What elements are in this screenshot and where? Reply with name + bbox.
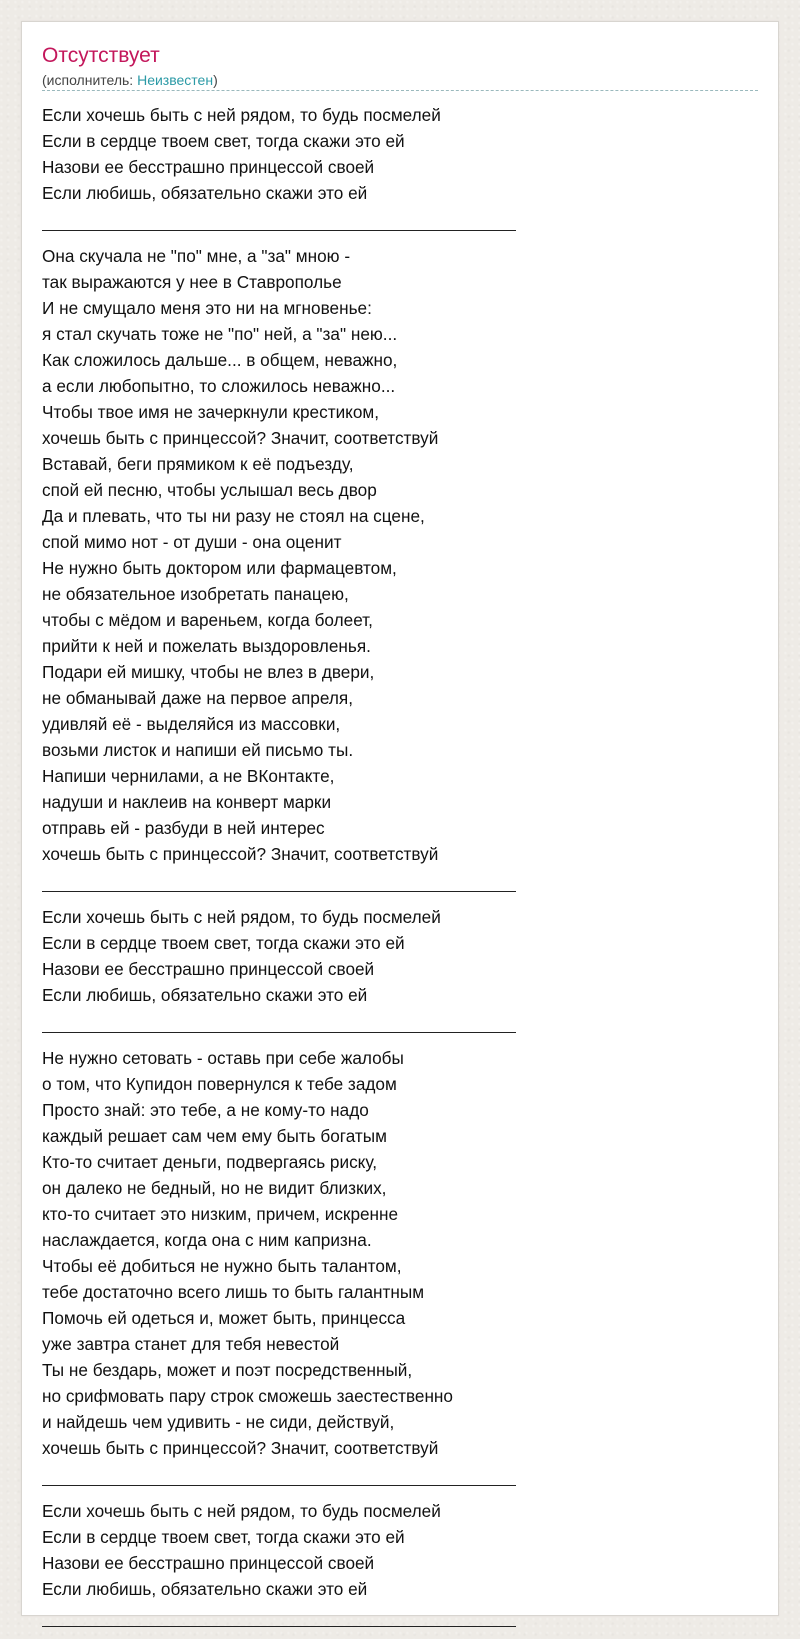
lyric-line: И не смущало меня это ни на мгновенье: xyxy=(42,298,372,318)
lyric-line: Не нужно быть доктором или фармацевтом, xyxy=(42,558,397,578)
artist-line xyxy=(42,72,758,91)
stanza-gap xyxy=(42,1008,758,1034)
lyric-line: надуши и наклеив на конверт марки xyxy=(42,792,332,812)
lyric-line: Вставай, беги прямиком к её подъезду, xyxy=(42,454,354,474)
lyric-line: Не нужно сетовать - оставь при себе жалобы xyxy=(42,1048,404,1068)
lyric-line: он далеко не бедный, но не видит близких, xyxy=(42,1178,387,1198)
lyric-line: Напиши чернилами, а не ВКонтакте, xyxy=(42,766,335,786)
lyric-line: Как сложилось дальше... в общем, неважно, xyxy=(42,350,398,370)
lyric-line: я стал скучать тоже не "по" ней, а "за" нею... xyxy=(42,324,398,344)
lyric-line: кто-то считает это низким, причем, искренне xyxy=(42,1204,399,1224)
artist-prefix: (исполнитель: xyxy=(42,72,138,88)
lyric-line: Она скучала не "по" мне, а "за" мною - xyxy=(42,246,351,266)
lyric-line: Если любишь, обязательно скажи это ей xyxy=(42,985,368,1005)
lyric-line: Чтобы твое имя не зачеркнули крестиком, xyxy=(42,402,380,422)
artist-suffix: ) xyxy=(213,72,218,88)
lyric-line: Назови ее бесстрашно принцессой своей xyxy=(42,157,375,177)
lyric-line: и найдешь чем удивить - не сиди, действуй, xyxy=(42,1412,395,1432)
lyric-line: Если в сердце твоем свет, тогда скажи это ей xyxy=(42,933,405,953)
stanza-gap xyxy=(42,1602,758,1628)
lyric-line: Помочь ей одеться и, может быть, принцесса xyxy=(42,1308,406,1328)
lyric-line: Если любишь, обязательно скажи это ей xyxy=(42,1579,368,1599)
lyric-line: возьми листок и напиши ей письмо ты. xyxy=(42,740,354,760)
lyric-line: прийти к ней и пожелать выздоровленья. xyxy=(42,636,371,656)
section-divider xyxy=(42,1032,516,1033)
lyric-line: не обязательное изобретать панацею, xyxy=(42,584,349,604)
stanza-gap xyxy=(42,1461,758,1487)
lyric-line: Просто знай: это тебе, а не кому-то надо xyxy=(42,1100,369,1120)
lyric-line: Да и плевать, что ты ни разу не стоял на сцене, xyxy=(42,506,425,526)
lyric-line: хочешь быть с принцессой? Значит, соответствуй xyxy=(42,428,439,448)
lyric-line: спой мимо нот - от души - она оценит xyxy=(42,532,342,552)
lyric-line: Кто-то считает деньги, подвергаясь риску, xyxy=(42,1152,378,1172)
section-divider xyxy=(42,1485,516,1486)
lyric-line: тебе достаточно всего лишь то быть галантным xyxy=(42,1282,425,1302)
lyric-line: спой ей песню, чтобы услышал весь двор xyxy=(42,480,377,500)
lyric-line: отправь ей - разбуди в ней интерес xyxy=(42,818,325,838)
lyric-line: уже завтра станет для тебя невестой xyxy=(42,1334,340,1354)
lyric-line: Назови ее бесстрашно принцессой своей xyxy=(42,959,375,979)
section-divider xyxy=(42,1626,516,1627)
section-divider xyxy=(42,230,516,231)
lyric-line: Если хочешь быть с ней рядом, то будь посмелей xyxy=(42,1501,441,1521)
lyric-line: хочешь быть с принцессой? Значит, соответствуй xyxy=(42,844,439,864)
lyric-line: Если в сердце твоем свет, тогда скажи это ей xyxy=(42,1527,405,1547)
section-divider xyxy=(42,891,516,892)
lyric-line: каждый решает сам чем ему быть богатым xyxy=(42,1126,387,1146)
lyric-line: Чтобы её добиться не нужно быть талантом, xyxy=(42,1256,402,1276)
lyric-line: не обманывай даже на первое апреля, xyxy=(42,688,353,708)
stanza-gap xyxy=(42,867,758,893)
lyric-line: хочешь быть с принцессой? Значит, соответствуй xyxy=(42,1438,439,1458)
lyric-line: Подари ей мишку, чтобы не влез в двери, xyxy=(42,662,375,682)
lyric-line: Если любишь, обязательно скажи это ей xyxy=(42,183,368,203)
song-title: Отсутствует xyxy=(42,44,160,67)
lyric-line: наслаждается, когда она с ним капризна. xyxy=(42,1230,372,1250)
lyric-line: Если в сердце твоем свет, тогда скажи это ей xyxy=(42,131,405,151)
artist-link[interactable]: Неизвестен xyxy=(137,72,214,88)
lyric-line: чтобы с мёдом и вареньем, когда болеет, xyxy=(42,610,373,630)
lyric-line: а если любопытно, то сложилось неважно... xyxy=(42,376,396,396)
lyric-line: Если хочешь быть с ней рядом, то будь посмелей xyxy=(42,105,441,125)
stanza-gap xyxy=(42,206,758,232)
lyrics-body xyxy=(42,102,758,1639)
lyrics-card xyxy=(21,21,779,1616)
lyric-line: Назови ее бесстрашно принцессой своей xyxy=(42,1553,375,1573)
lyric-line: но срифмовать пару строк сможешь заестественно xyxy=(42,1386,453,1406)
lyric-line: так выражаются у нее в Ставрополье xyxy=(42,272,342,292)
lyric-line: Если хочешь быть с ней рядом, то будь посмелей xyxy=(42,907,441,927)
lyric-line: удивляй её - выделяйся из массовки, xyxy=(42,714,341,734)
lyric-line: о том, что Купидон повернулся к тебе задом xyxy=(42,1074,397,1094)
lyric-line: Ты не бездарь, может и поэт посредственный, xyxy=(42,1360,413,1380)
